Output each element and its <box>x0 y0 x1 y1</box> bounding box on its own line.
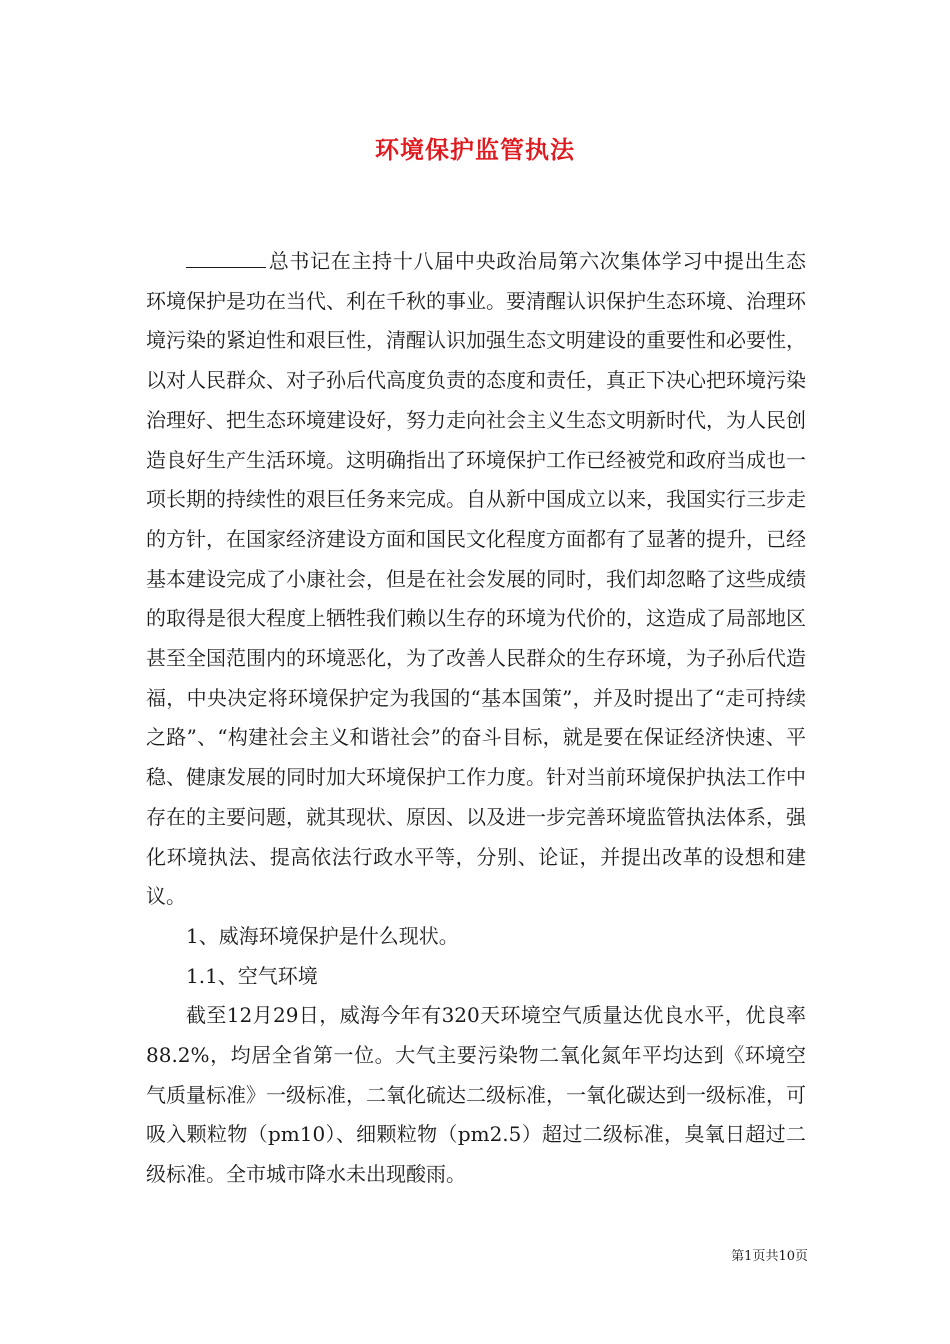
page-number-footer: 第1页共10页 <box>731 1249 808 1264</box>
section-heading-1: 1、威海环境保护是什么现状。 <box>186 923 459 948</box>
air-environment-paragraph: 截至12月29日，威海今年有320天环境空气质量达优良水平，优良率88.2%，均居全省第一位。大气主要污染物二氧化氮年平均达到《环境空气质量标准》一级标准，二氧化硫达二级标准，一氧化碳达到一级标准，可吸入颗粒物（pm10）、细颗粒物（pm2.5）超过二级标准，臭氧日超过二级标准。全市城市降水未出现酸雨。 <box>146 1003 806 1187</box>
intro-paragraph <box>146 242 806 917</box>
blank-underline <box>186 245 266 268</box>
intro-paragraph-text: 总书记在主持十八届中央政治局第六次集体学习中提出生态环境保护是功在当代、利在千秋的事业。要清醒认识保护生态环境、治理环境污染的紧迫性和艰巨性，清醒认识加强生态文明建设的重要性和必要性，以对人民群众、对子孙后代高度负责的态度和责任，真正下决心把环境污染治理好、把生态环境建设好，努力走向社会主义生态文明新时代，为人民创造良好生产生活环境。这明确指出了环境保护工作已经被党和政府当成也一项长期的持续性的艰巨任务来完成。自从新中国成立以来，我国实行三步走的方针，在国家经济建设方面和国民文化程度方面都有了显著的提升，已经基本建设完成了小康社会，但是在社会发展的同时，我们却忽略了这些成绩的取得是很大程度上牺牲我们赖以生存的环境为代价的，这造成了局部地区甚至全国范围内的环境恶化，为了改善人民群众的生存环境，为子孙后代造福，中央决定将环境保护定为我国的“基本国策”，并及时提出了“走可持续之路”、“构建社会主义和谐社会”的奋斗目标，就是要在保证经济快速、平稳、健康发展的同时加大环境保护工作力度。针对当前环境保护执法工作中存在的主要问题，就其现状、原因、以及进一步完善环境监管执法体系，强化环境执法、提高依法行政水平等，分别、论证，并提出改革的设想和建议。 <box>146 249 806 909</box>
document-title: 环境保护监管执法 <box>375 135 575 164</box>
section-heading-1-1: 1.1、空气环境 <box>186 963 318 988</box>
document-body <box>146 242 806 1195</box>
